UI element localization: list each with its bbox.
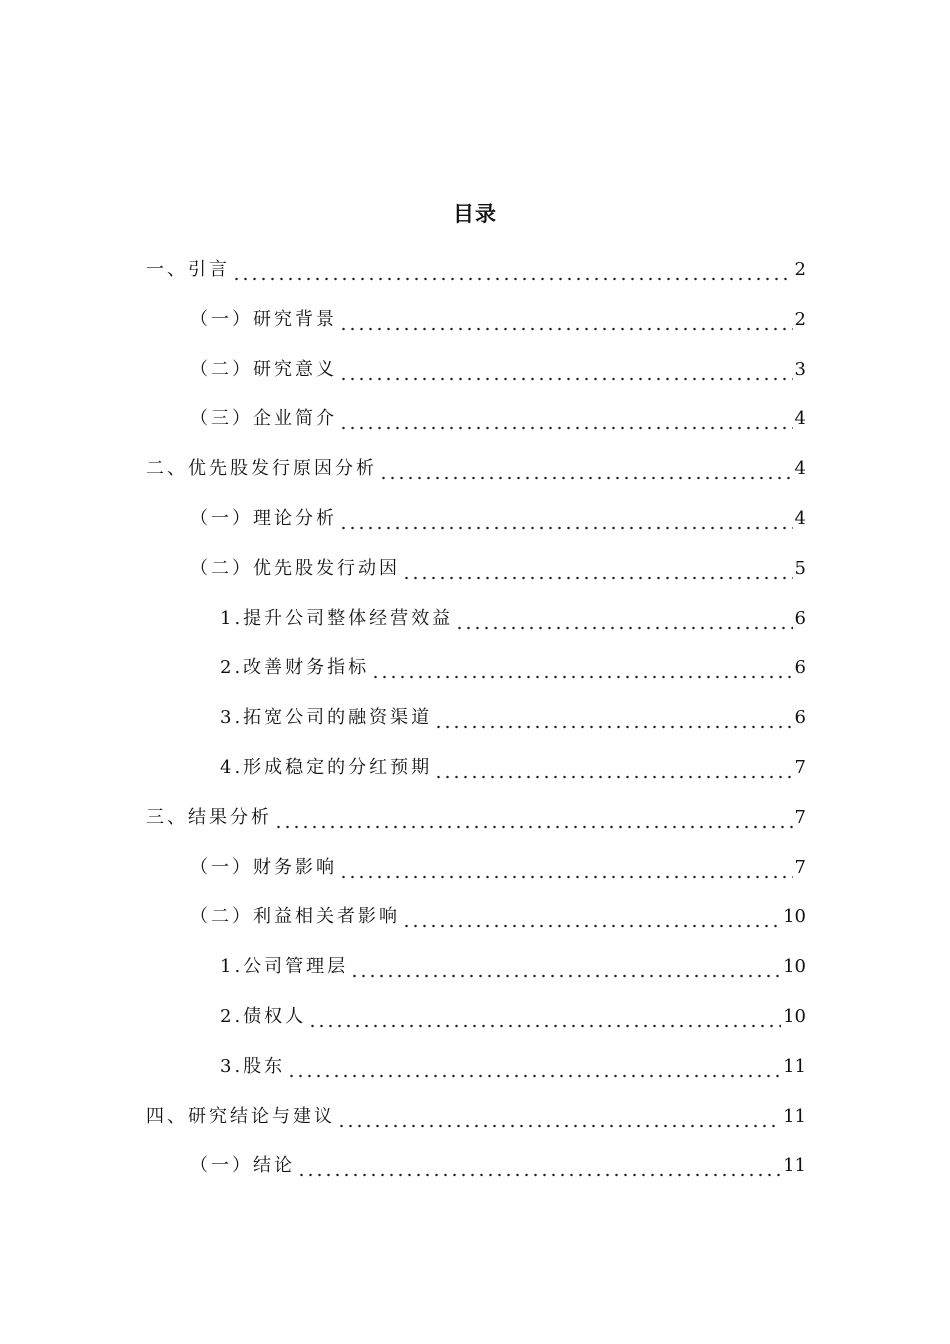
toc-dot-leader: [371, 656, 792, 680]
toc-entry[interactable]: [220, 597, 806, 637]
toc-entry[interactable]: [190, 497, 806, 537]
toc-entry-label: （二）利益相关者影响: [190, 906, 400, 928]
toc-entry-label: 1.提升公司整体经营效益: [220, 607, 454, 629]
toc-entry-label: （一）结论: [190, 1155, 295, 1177]
toc-entry-page-number: 4: [794, 508, 806, 529]
toc-entry-label: 三、结果分析: [146, 806, 272, 828]
toc-dot-leader: [455, 607, 792, 631]
toc-entry[interactable]: [146, 1095, 806, 1135]
toc-entry-page-number: 7: [794, 757, 806, 778]
toc-entry[interactable]: [220, 945, 806, 985]
toc-entry[interactable]: [220, 646, 806, 686]
toc-entry-label: （三）企业简介: [190, 408, 337, 430]
toc-entry[interactable]: [220, 746, 806, 786]
toc-dot-leader: [350, 955, 781, 979]
toc-entry-label: （一）理论分析: [190, 508, 337, 529]
toc-dot-leader: [232, 258, 793, 282]
toc-entry-label: 一、引言: [146, 259, 230, 280]
toc-entry-label: 3.拓宽公司的融资渠道: [220, 707, 433, 729]
toc-entry[interactable]: [146, 796, 806, 836]
toc-dot-leader: [337, 1105, 781, 1129]
toc-dot-leader: [379, 457, 793, 481]
toc-entry[interactable]: [146, 447, 806, 487]
toc-dot-leader: [434, 706, 792, 730]
toc-entry-page-number: 2: [794, 308, 806, 330]
toc-entry-page-number: 6: [794, 657, 806, 679]
toc-dot-leader: [339, 407, 793, 431]
toc-entry-label: （一）研究背景: [190, 308, 337, 330]
toc-entry-page-number: 10: [783, 956, 806, 978]
toc-entry-page-number: 10: [783, 1006, 806, 1027]
toc-entry-page-number: 11: [783, 1105, 806, 1127]
toc-entry[interactable]: [190, 895, 806, 935]
toc-entry-page-number: 5: [794, 557, 806, 579]
toc-entry[interactable]: [190, 1144, 806, 1184]
toc-dot-leader: [274, 806, 793, 830]
toc-dot-leader: [339, 856, 793, 880]
toc-dot-leader: [339, 507, 793, 531]
toc-title: 目录: [453, 202, 497, 226]
toc-dot-leader: [434, 756, 792, 780]
toc-entry[interactable]: [220, 1045, 806, 1085]
toc-entry-label: 2.改善财务指标: [220, 657, 370, 679]
toc-entry[interactable]: [220, 995, 806, 1035]
toc-entry-page-number: 4: [794, 458, 806, 480]
toc-entry[interactable]: [220, 696, 806, 736]
toc-entry-page-number: 2: [794, 259, 806, 280]
toc-dot-leader: [402, 905, 781, 929]
toc-entry[interactable]: [190, 846, 806, 886]
toc-entry-page-number: 4: [794, 408, 806, 430]
toc-entry-page-number: 6: [794, 607, 806, 629]
toc-entry[interactable]: [190, 397, 806, 437]
toc-entry[interactable]: [190, 348, 806, 388]
toc-entry-label: 二、优先股发行原因分析: [146, 458, 377, 480]
toc-entry-label: 3.股东: [220, 1055, 286, 1077]
toc-entry-page-number: 11: [783, 1055, 806, 1077]
toc-entry-label: 1.公司管理层: [220, 956, 349, 978]
toc-entry-label: （一）财务影响: [190, 856, 337, 878]
toc-dot-leader: [308, 1005, 781, 1029]
toc-entry-label: 2.债权人: [220, 1006, 307, 1027]
toc-dot-leader: [287, 1055, 781, 1079]
toc-entry-page-number: 7: [794, 856, 806, 878]
toc-dot-leader: [339, 308, 793, 332]
toc-entry-label: 四、研究结论与建议: [146, 1105, 335, 1127]
toc-entry[interactable]: [146, 248, 806, 288]
toc-entry-label: 4.形成稳定的分红预期: [220, 757, 433, 778]
toc-entry-page-number: 11: [783, 1155, 806, 1177]
toc-dot-leader: [402, 557, 793, 581]
toc-entry-page-number: 10: [783, 906, 806, 928]
toc-entry-page-number: 7: [794, 806, 806, 828]
toc-entry-page-number: 3: [794, 358, 806, 380]
toc-entry-label: （二）研究意义: [190, 358, 337, 380]
toc-dot-leader: [339, 358, 793, 382]
toc-entry[interactable]: [190, 298, 806, 338]
toc-entry-page-number: 6: [794, 707, 806, 729]
toc-dot-leader: [297, 1154, 781, 1178]
toc-entry[interactable]: [190, 547, 806, 587]
toc-entry-label: （二）优先股发行动因: [190, 557, 400, 579]
